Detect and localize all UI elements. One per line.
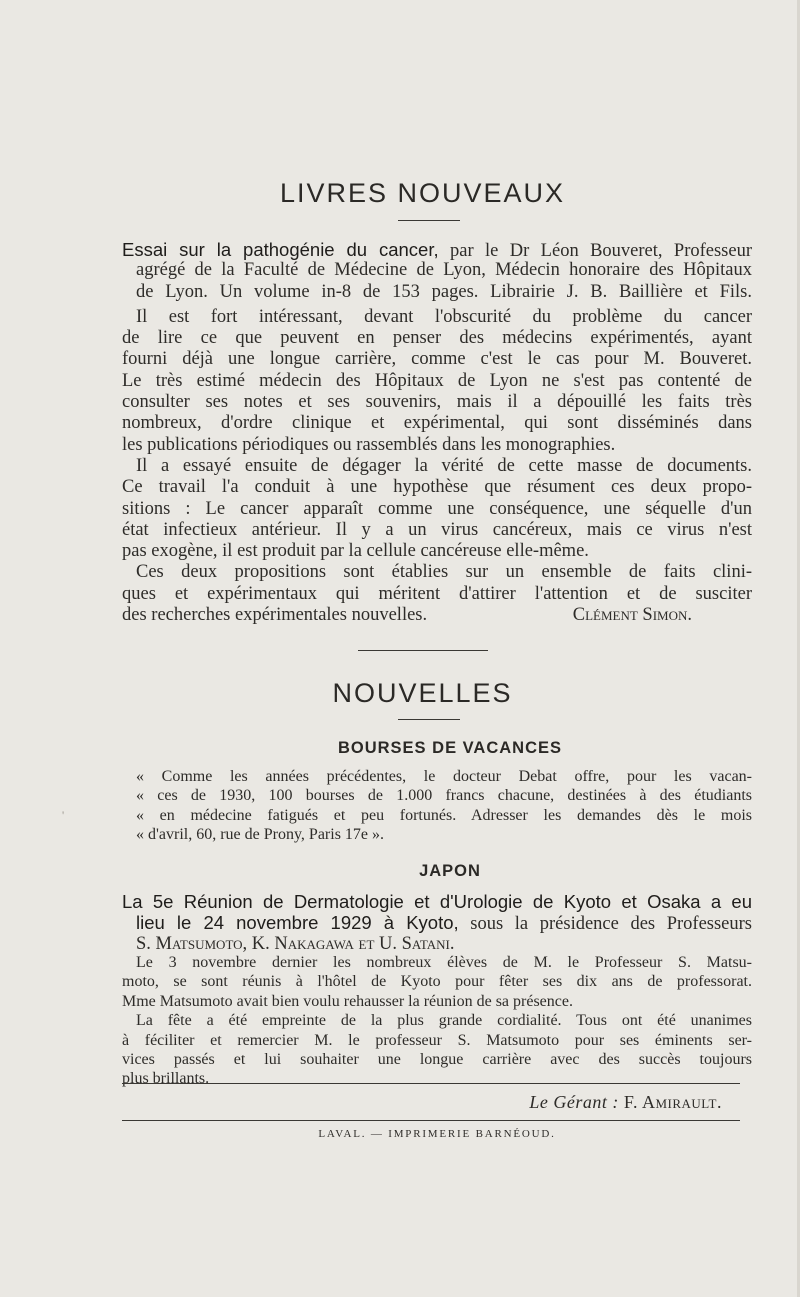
gerant-name: F. Amirault. [623,1092,722,1112]
text-line: « ces de 1930, 100 bourses de 1.000 francs chacune, destinées à des étudiants [136,787,752,805]
review-header-text: par le Dr Léon Bouveret, Professeur [438,241,752,261]
printer-imprint: LAVAL. — IMPRIMERIE BARNÉOUD. [318,1128,556,1140]
text-line: Il est fort intéressant, devant l'obscurité du problème du cancer [136,306,752,327]
review-header-line: de Lyon. Un volume in-8 de 153 pages. Librairie J. B. Baillière et Fils. [136,281,752,302]
title-underline [398,719,460,720]
section-title-livres: LIVRES NOUVEAUX [279,178,566,208]
text-line: consulter ses notes et ses souvenirs, mais il a dépouillé les faits très [122,392,752,413]
text-line: vices passés et lui souhaiter une longue carrière avec des succès toujours [122,1050,752,1068]
text-line: Ces deux propositions sont établies sur un ensemble de faits clini- [136,562,752,583]
title-underline [398,220,460,221]
footer-rule-top [122,1083,740,1084]
review-paragraph [122,307,752,456]
text-line: moto, se sont réunis à l'hôtel de Kyoto pour fêter ses dix ans de professorat. [122,973,752,991]
review-paragraph [122,562,752,626]
bourses-heading: BOURSES DE VACANCES [337,739,563,757]
review-header-line [122,239,752,260]
text-line: fourni déjà une longue carrière, comme c'est le cas pour M. Bouveret. [122,349,752,370]
review-signature: Clément Simon. [572,605,692,626]
review-header-line: agrégé de la Faculté de Médecine de Lyon, Médecin honoraire des Hôpitaux [136,260,752,281]
text-line: « d'avril, 60, rue de Prony, Paris 17e ». [136,826,385,844]
japon-presidence: sous la présidence des Professeurs [458,914,753,935]
text-line: sitions : Le cancer apparaît comme une conséquence, une séquelle d'un [122,498,752,519]
book-review [122,239,752,626]
text-line: état infectieux antérieur. Il y a un virus cancéreux, mais ce virus n'est [122,519,752,540]
section-divider [358,650,488,651]
japon-date-place: lieu le 24 novembre 1929 à Kyoto, [136,912,459,934]
text-line: à féciliter et remercier M. le professeur S. Matsumoto pour ses éminents ser- [122,1031,752,1049]
text-line: La fête a été empreinte de la plus grande cordialité. Tous ont été unanimes [136,1012,752,1030]
section-title-nouvelles: NOUVELLES [332,678,513,708]
text-line: « en médecine fatigués et peu fortunés. Adresser les demandes dès le mois [136,806,752,824]
review-book-title: Essai sur la pathogénie du cancer, [122,239,439,260]
text-line: de lire ce que peuvent en penser des médecins expérimentés, ayant [122,328,752,349]
japon-announcement [122,891,752,955]
japon-headline [122,912,752,933]
text-line: Il a essayé ensuite de dégager la vérité de cette masse de documents. [136,455,752,476]
text-line: ques et expérimentaux qui méritent d'attirer l'attention et de susciter [122,583,752,604]
japon-body [122,953,752,1089]
text-line: pas exogène, il est produit par la cellule cancéreuse elle-même. [122,541,589,562]
text-line [122,605,752,626]
bourses-notice [122,767,752,845]
text-line: « Comme les années précédentes, le docteur Debat offre, pour les vacan- [136,768,752,785]
text-line-content: des recherches expérimentales nouvelles. [122,605,428,626]
japon-paragraph [122,1011,752,1089]
text-line: Ce travail l'a conduit à une hypothèse que résument ces deux propo- [122,477,752,498]
margin-mark: ' [62,808,65,822]
text-line: les publications périodiques ou rassemblés dans les monographies. [122,434,616,455]
japon-heading: JAPON [419,862,481,880]
gerant-label: Le Gérant : [529,1092,619,1112]
japon-headline: La 5e Réunion de Dermatologie et d'Urologie de Kyoto et Osaka a eu [122,891,752,912]
text-line: plus brillants. [122,1070,210,1088]
review-paragraph [122,456,752,562]
text-line: nombreux, d'ordre clinique et expérimental, qui sont disséminés dans [122,413,752,434]
text-line: Mme Matsumoto avait bien voulu rehausser la réunion de sa présence. [122,992,573,1010]
japon-paragraph [122,953,752,1011]
text-line: Le très estimé médecin des Hôpitaux de Lyon ne s'est pas contenté de [122,370,752,391]
gerant-signoff [529,1092,722,1113]
japon-professors: S. Matsumoto, K. Nakagawa et U. Satani. [136,933,455,954]
text-line: Le 3 novembre dernier les nombreux élèves de M. le Professeur S. Matsu- [136,954,752,971]
footer-rule-bottom [122,1120,740,1121]
